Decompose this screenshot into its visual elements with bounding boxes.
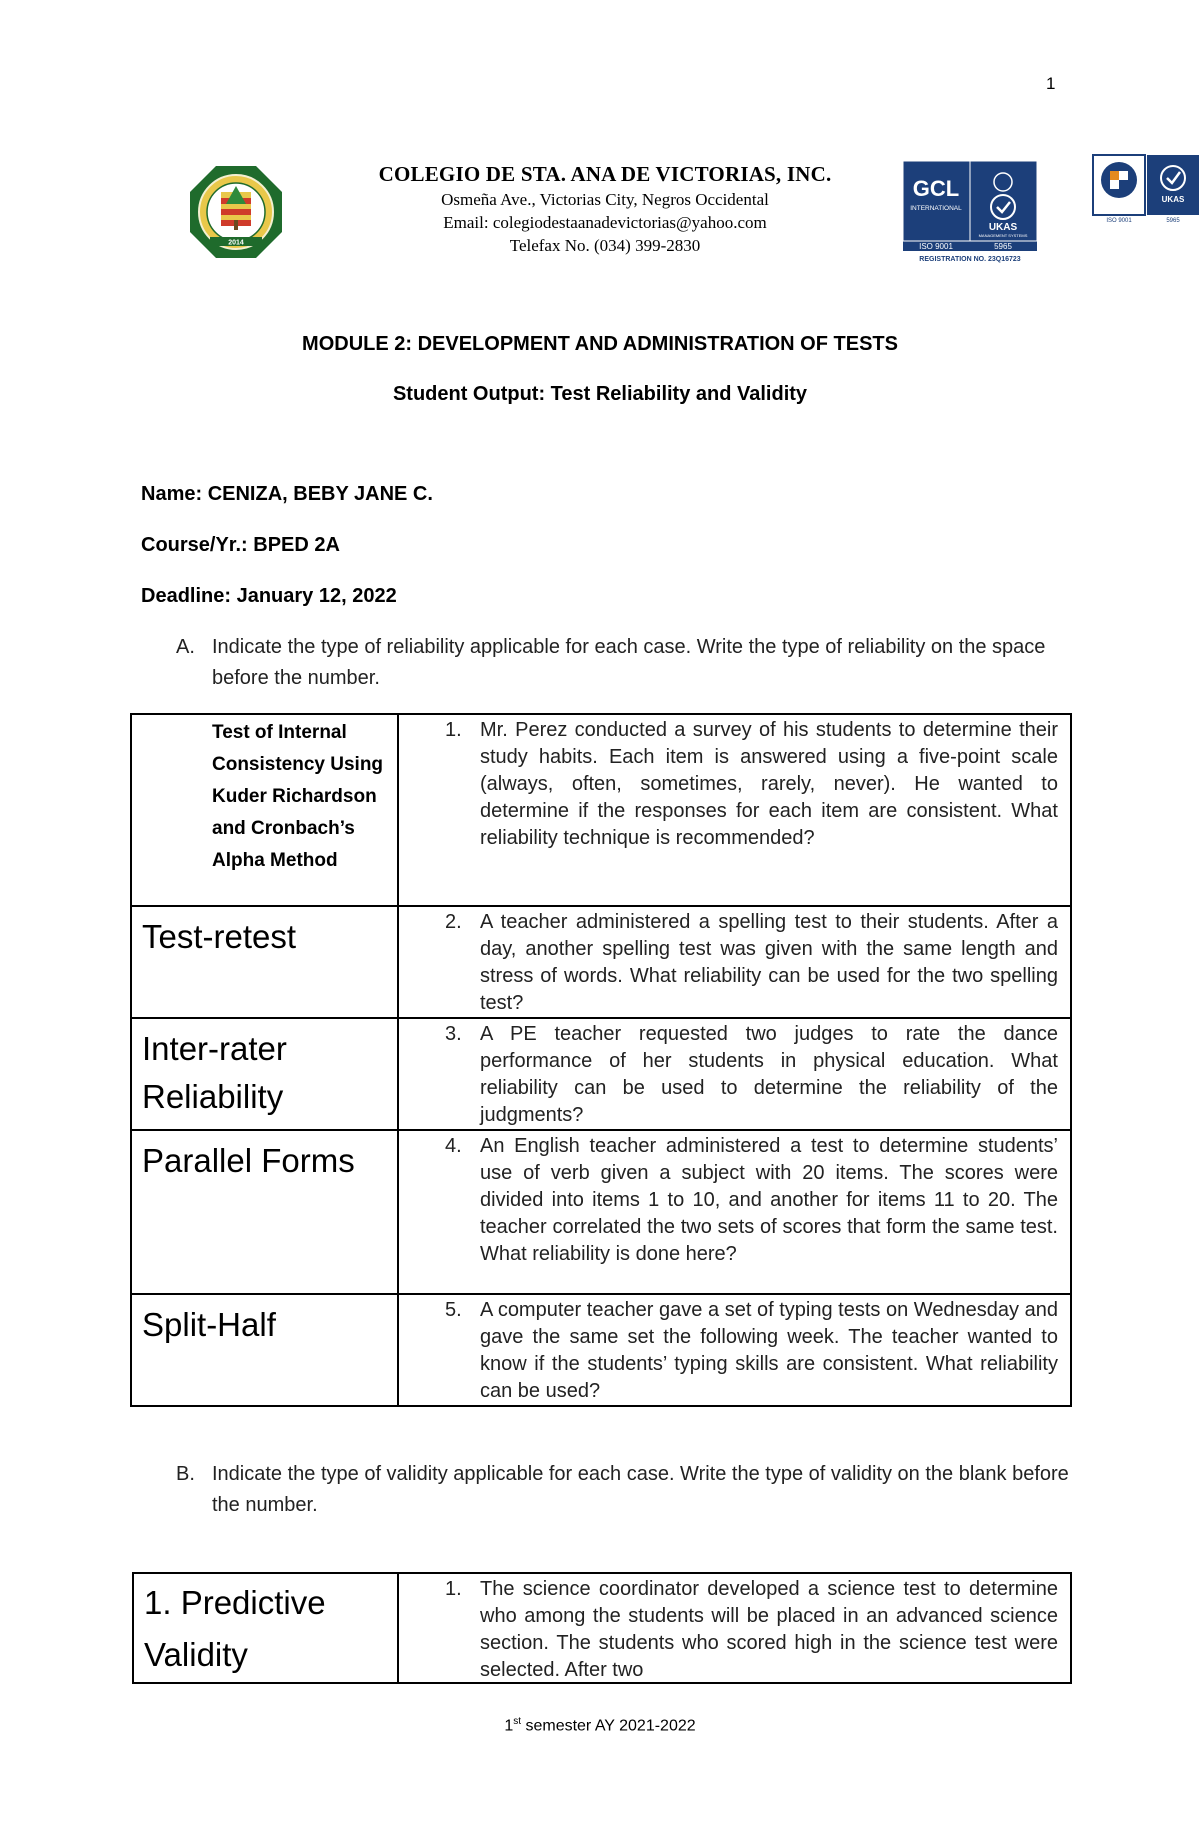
footer-superscript: st (513, 1716, 522, 1727)
answer-cell (131, 1130, 398, 1294)
svg-text:INTERNATIONAL: INTERNATIONAL (910, 205, 962, 212)
question-cell (398, 1294, 1071, 1406)
school-name: COLEGIO DE STA. ANA DE VICTORIAS, INC. (378, 162, 832, 186)
page-number: 1 (1046, 74, 1056, 93)
question-cell (398, 1130, 1071, 1294)
question-text: The science coordinator developed a science test to determine who among the students will be placed in an advanced science section. The students who scored high in the science test were selected. After two (480, 1578, 1058, 1681)
answer-cell (131, 1294, 398, 1406)
answer-text: Test of Internal Consistency Using Kuder Richardson and Cronbach’s Alpha Method (212, 722, 384, 871)
answer-text: 1. Predictive Validity (144, 1584, 326, 1673)
question-number: 1. (445, 1578, 462, 1600)
section-b-letter: B. (176, 1463, 195, 1485)
svg-text:MANAGEMENT SYSTEMS: MANAGEMENT SYSTEMS (978, 233, 1028, 238)
school-address: Osmeña Ave., Victorias City, Negros Occidental (441, 190, 769, 209)
question-number: 3. (445, 1023, 462, 1045)
footer-ordinal: 1 (504, 1717, 514, 1735)
question-cell (398, 1018, 1071, 1130)
answer-text: Split-Half (142, 1306, 276, 1343)
table-row (131, 714, 1071, 906)
footer-semester: semester AY 2021-2022 (521, 1717, 696, 1735)
answer-cell (131, 906, 398, 1018)
question-number: 5. (445, 1299, 462, 1321)
question-text: An English teacher administered a test to determine students’ use of verb given a subject with 20 items. The scores were divided into items 1 to 10, and another for items 11 to 20. The teacher correlated the two sets of scores that form the same test. What reliability is done here? (480, 1135, 1058, 1265)
question-text: Mr. Perez conducted a survey of his students to determine their study habits. Each item is answered using a five-point scale (always, often, sometimes, rarely, never). He wanted to determine if the responses for each item are consistent. What reliability technique is recommended? (480, 719, 1058, 849)
section-a-instruction (176, 632, 1076, 694)
question-text: A computer teacher gave a set of typing tests on Wednesday and gave the same set the following week. The teacher wanted to know if the students’ typing skills are consistent. What reliability can be used? (480, 1299, 1058, 1402)
question-text: A teacher administered a spelling test to their students. After a day, another spelling test was given with the same length and stress of words. What reliability can be used for the two spelling test? (480, 911, 1058, 1014)
footer (0, 1716, 1200, 1735)
school-email: Email: colegiodestaanadevictorias@yahoo.com (443, 213, 767, 232)
answer-cell (131, 714, 398, 906)
school-seal-logo (188, 164, 284, 260)
secondary-certification-logo (1092, 154, 1200, 224)
answer-text: Parallel Forms (142, 1142, 355, 1179)
gcl-ukas-certification-logo (902, 160, 1038, 264)
table-row (131, 1130, 1071, 1294)
svg-text:5965: 5965 (994, 242, 1012, 251)
question-cell (398, 714, 1071, 906)
answer-text: Test-retest (142, 918, 297, 955)
output-title: Student Output: Test Reliability and Validity (392, 383, 808, 405)
svg-text:GCL: GCL (912, 176, 960, 201)
question-cell (398, 1573, 1071, 1683)
table-row (131, 1018, 1071, 1130)
module-title: MODULE 2: DEVELOPMENT AND ADMINISTRATION OF TESTS (302, 333, 898, 355)
answer-text: Inter-rater Reliability (142, 1030, 287, 1115)
svg-text:5965: 5965 (1166, 218, 1180, 224)
answer-cell (133, 1573, 398, 1683)
section-a-letter: A. (176, 636, 195, 658)
question-number: 1. (445, 719, 462, 741)
section-b-instruction-text: Indicate the type of validity applicable for each case. Write the type of validity on the blank before the number. (212, 1463, 1069, 1516)
svg-text:UKAS: UKAS (988, 222, 1018, 233)
svg-text:UKAS: UKAS (1161, 195, 1185, 204)
svg-text:REGISTRATION NO. 23Q16723: REGISTRATION NO. 23Q16723 (919, 256, 1021, 263)
svg-text:ISO 9001: ISO 9001 (919, 242, 953, 251)
section-a-instruction-text: Indicate the type of reliability applicable for each case. Write the type of reliability on the space before the number. (212, 636, 1046, 689)
question-number: 2. (445, 911, 462, 933)
validity-table (132, 1572, 1072, 1684)
student-name: Name: CENIZA, BEBY JANE C. (141, 483, 433, 505)
table-row (131, 1294, 1071, 1406)
question-text: A PE teacher requested two judges to rate the dance performance of her students in physical education. What reliability can be used to determine the reliability of the judgments? (480, 1023, 1058, 1126)
question-number: 4. (445, 1135, 462, 1157)
svg-text:2014: 2014 (228, 239, 244, 247)
svg-text:ISO 9001: ISO 9001 (1106, 218, 1132, 224)
section-b-instruction (176, 1459, 1076, 1521)
reliability-table (130, 713, 1072, 1407)
school-telefax: Telefax No. (034) 399-2830 (509, 236, 701, 255)
question-cell (398, 906, 1071, 1018)
answer-cell (131, 1018, 398, 1130)
table-row (133, 1573, 1071, 1683)
student-course: Course/Yr.: BPED 2A (141, 534, 340, 556)
student-deadline: Deadline: January 12, 2022 (141, 585, 397, 607)
table-row (131, 906, 1071, 1018)
